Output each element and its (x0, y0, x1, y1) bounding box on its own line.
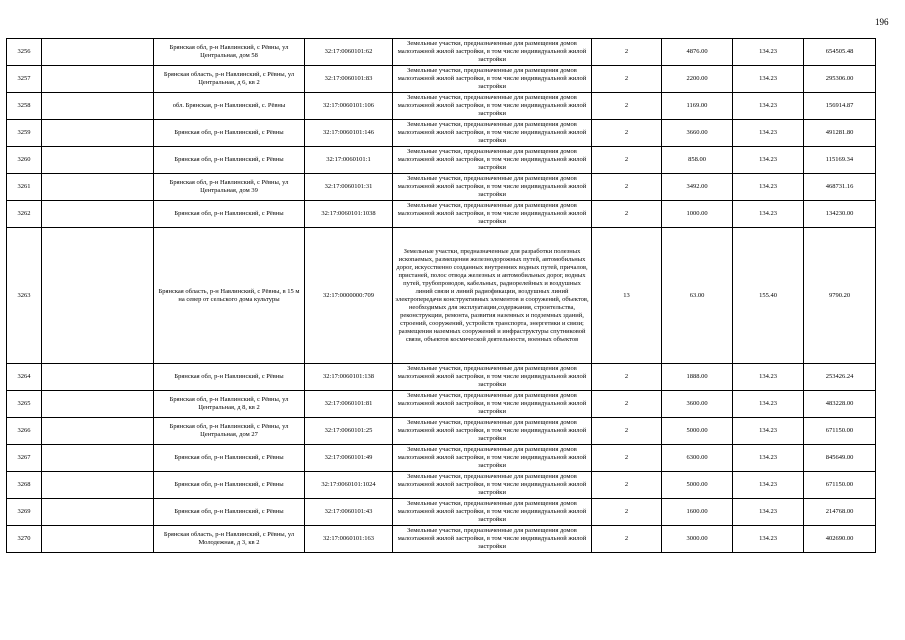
table-row (7, 445, 876, 472)
blank-cell (42, 174, 154, 201)
area-cell: 1000.00 (662, 201, 733, 228)
usage-group-cell: 2 (592, 418, 662, 445)
specific-value-cell: 134.23 (733, 445, 804, 472)
cadastral-number-cell: 32:17:0000000:709 (305, 228, 393, 364)
address-cell: Брянская обл, р-н Навлинский, с Рёвны (154, 201, 305, 228)
cadastral-value-cell: 115169.34 (804, 147, 876, 174)
area-cell: 858.00 (662, 147, 733, 174)
land-use-cell: Земельные участки, предназначенные для размещения домов малоэтажной жилой застройки, в том числе индивидуальной жилой застройки (393, 526, 592, 553)
cadastral-value-cell: 483228.00 (804, 391, 876, 418)
cadastral-value-cell: 156914.87 (804, 93, 876, 120)
usage-group-cell: 2 (592, 391, 662, 418)
usage-group-cell: 2 (592, 120, 662, 147)
address-cell: Брянская обл, р-н Навлинский, с Рёвны, ул Центральная, дом 39 (154, 174, 305, 201)
blank-cell (42, 39, 154, 66)
blank-cell (42, 472, 154, 499)
cadastral-value-cell: 253426.24 (804, 364, 876, 391)
area-cell: 1888.00 (662, 364, 733, 391)
address-cell: Брянская область, р-н Навлинский, с Рёвны, ул Центральная, д 6, кв 2 (154, 66, 305, 93)
record-number-cell: 3267 (7, 445, 42, 472)
record-number-cell: 3261 (7, 174, 42, 201)
land-use-cell: Земельные участки, предназначенные для размещения домов малоэтажной жилой застройки, в том числе индивидуальной жилой застройки (393, 66, 592, 93)
cadastral-value-cell: 134230.00 (804, 201, 876, 228)
table-row (7, 39, 876, 66)
record-number-cell: 3264 (7, 364, 42, 391)
usage-group-cell: 2 (592, 445, 662, 472)
usage-group-cell: 2 (592, 39, 662, 66)
table-row (7, 120, 876, 147)
area-cell: 63.00 (662, 228, 733, 364)
area-cell: 3000.00 (662, 526, 733, 553)
blank-cell (42, 364, 154, 391)
record-number-cell: 3259 (7, 120, 42, 147)
area-cell: 6300.00 (662, 445, 733, 472)
record-number-cell: 3269 (7, 499, 42, 526)
record-number-cell: 3262 (7, 201, 42, 228)
blank-cell (42, 228, 154, 364)
usage-group-cell: 2 (592, 364, 662, 391)
blank-cell (42, 147, 154, 174)
table-row (7, 499, 876, 526)
area-cell: 2200.00 (662, 66, 733, 93)
specific-value-cell: 134.23 (733, 391, 804, 418)
cadastral-value-cell: 468731.16 (804, 174, 876, 201)
blank-cell (42, 418, 154, 445)
record-number-cell: 3256 (7, 39, 42, 66)
record-number-cell: 3263 (7, 228, 42, 364)
table-row (7, 66, 876, 93)
table-row (7, 93, 876, 120)
cadastral-number-cell: 32:17:0060101:106 (305, 93, 393, 120)
record-number-cell: 3265 (7, 391, 42, 418)
record-number-cell: 3257 (7, 66, 42, 93)
specific-value-cell: 134.23 (733, 39, 804, 66)
usage-group-cell: 2 (592, 499, 662, 526)
address-cell: Брянская обл, р-н Навлинский, с Рёвны (154, 120, 305, 147)
specific-value-cell: 134.23 (733, 66, 804, 93)
blank-cell (42, 201, 154, 228)
cadastral-value-cell: 654505.48 (804, 39, 876, 66)
specific-value-cell: 134.23 (733, 499, 804, 526)
record-number-cell: 3258 (7, 93, 42, 120)
specific-value-cell: 134.23 (733, 364, 804, 391)
address-cell: Брянская обл, р-н Навлинский, с Рёвны (154, 472, 305, 499)
address-cell: Брянская область, р-н Навлинский, с Рёвны, ул Молодежная, д 3, кв 2 (154, 526, 305, 553)
page-number: 196 (875, 17, 889, 27)
cadastral-value-cell: 214768.00 (804, 499, 876, 526)
cadastral-number-cell: 32:17:0060101:81 (305, 391, 393, 418)
area-cell: 5000.00 (662, 418, 733, 445)
blank-cell (42, 66, 154, 93)
specific-value-cell: 134.23 (733, 174, 804, 201)
land-use-cell: Земельные участки, предназначенные для размещения домов малоэтажной жилой застройки, в том числе индивидуальной жилой застройки (393, 39, 592, 66)
cadastral-number-cell: 32:17:0060101:1038 (305, 201, 393, 228)
land-use-cell: Земельные участки, предназначенные для размещения домов малоэтажной жилой застройки, в том числе индивидуальной жилой застройки (393, 174, 592, 201)
land-use-cell: Земельные участки, предназначенные для размещения домов малоэтажной жилой застройки, в том числе индивидуальной жилой застройки (393, 364, 592, 391)
cadastral-number-cell: 32:17:0060101:31 (305, 174, 393, 201)
registry-body (7, 39, 876, 553)
cadastral-value-cell: 491281.80 (804, 120, 876, 147)
area-cell: 3492.00 (662, 174, 733, 201)
address-cell: Брянская обл, р-н Навлинский, с Рёвны (154, 499, 305, 526)
land-use-cell: Земельные участки, предназначенные для размещения домов малоэтажной жилой застройки, в том числе индивидуальной жилой застройки (393, 472, 592, 499)
blank-cell (42, 445, 154, 472)
cadastral-value-cell: 402690.00 (804, 526, 876, 553)
cadastral-value-cell: 671150.00 (804, 418, 876, 445)
specific-value-cell: 134.23 (733, 201, 804, 228)
usage-group-cell: 2 (592, 174, 662, 201)
address-cell: Брянская обл, р-н Навлинский, с Рёвны, ул Центральная, д 8, кв 2 (154, 391, 305, 418)
area-cell: 3600.00 (662, 391, 733, 418)
table-row (7, 526, 876, 553)
address-cell: Брянская обл, р-н Навлинский, с Рёвны (154, 147, 305, 174)
cadastral-number-cell: 32:17:0060101:1024 (305, 472, 393, 499)
land-use-cell: Земельные участки, предназначенные для размещения домов малоэтажной жилой застройки, в том числе индивидуальной жилой застройки (393, 93, 592, 120)
blank-cell (42, 93, 154, 120)
cadastral-value-cell: 9790.20 (804, 228, 876, 364)
cadastral-number-cell: 32:17:0060101:83 (305, 66, 393, 93)
area-cell: 3660.00 (662, 120, 733, 147)
cadastral-number-cell: 32:17:0060101:163 (305, 526, 393, 553)
blank-cell (42, 391, 154, 418)
land-use-cell: Земельные участки, предназначенные для размещения домов малоэтажной жилой застройки, в том числе индивидуальной жилой застройки (393, 201, 592, 228)
table-row (7, 364, 876, 391)
table-row (7, 472, 876, 499)
area-cell: 5000.00 (662, 472, 733, 499)
specific-value-cell: 155.40 (733, 228, 804, 364)
table-row (7, 418, 876, 445)
area-cell: 4876.00 (662, 39, 733, 66)
land-use-cell: Земельные участки, предназначенные для размещения домов малоэтажной жилой застройки, в том числе индивидуальной жилой застройки (393, 499, 592, 526)
cadastral-value-cell: 295306.00 (804, 66, 876, 93)
land-use-cell: Земельные участки, предназначенные для разработки полезных ископаемых, размещения железнодорожных путей, автомобильных дорог, искусственно созданных внутренних водных путей, причалов, пристаней, полос отвода железных и автомобильных дорог, водных путей, трубопроводов, кабельных, радиорелейных и воздушных линий связи и линий радиофикации, воздушных линий электропередачи конструктивных элементов и сооружений, объектов, необходимых для эксплуатации,содержания, строительства, реконструкции, ремонта, развития наземных и подземных зданий, строений, сооружений, устройств транспорта, энергетики и связи; размещения наземных сооружений и инфраструктуры спутниковой связи, объектов космической деятельности, военных объектов (393, 228, 592, 364)
land-use-cell: Земельные участки, предназначенные для размещения домов малоэтажной жилой застройки, в том числе индивидуальной жилой застройки (393, 418, 592, 445)
usage-group-cell: 13 (592, 228, 662, 364)
cadastral-number-cell: 32:17:0060101:1 (305, 147, 393, 174)
record-number-cell: 3270 (7, 526, 42, 553)
address-cell: Брянская обл, р-н Навлинский, с Рёвны, ул Центральная, дом 58 (154, 39, 305, 66)
usage-group-cell: 2 (592, 472, 662, 499)
table-row (7, 391, 876, 418)
record-number-cell: 3266 (7, 418, 42, 445)
cadastral-value-cell: 845649.00 (804, 445, 876, 472)
area-cell: 1600.00 (662, 499, 733, 526)
specific-value-cell: 134.23 (733, 418, 804, 445)
blank-cell (42, 120, 154, 147)
table-row (7, 147, 876, 174)
land-use-cell: Земельные участки, предназначенные для размещения домов малоэтажной жилой застройки, в том числе индивидуальной жилой застройки (393, 120, 592, 147)
usage-group-cell: 2 (592, 93, 662, 120)
area-cell: 1169.00 (662, 93, 733, 120)
specific-value-cell: 134.23 (733, 526, 804, 553)
cadastral-number-cell: 32:17:0060101:25 (305, 418, 393, 445)
cadastral-number-cell: 32:17:0060101:43 (305, 499, 393, 526)
land-use-cell: Земельные участки, предназначенные для размещения домов малоэтажной жилой застройки, в том числе индивидуальной жилой застройки (393, 147, 592, 174)
address-cell: Брянская область, р-н Навлинский, с Рёвны, в 15 м на север от сельского дома культуры (154, 228, 305, 364)
record-number-cell: 3268 (7, 472, 42, 499)
land-registry-table (6, 38, 876, 553)
table-row (7, 201, 876, 228)
specific-value-cell: 134.23 (733, 120, 804, 147)
cadastral-number-cell: 32:17:0060101:146 (305, 120, 393, 147)
specific-value-cell: 134.23 (733, 472, 804, 499)
blank-cell (42, 499, 154, 526)
specific-value-cell: 134.23 (733, 147, 804, 174)
cadastral-number-cell: 32:17:0060101:138 (305, 364, 393, 391)
usage-group-cell: 2 (592, 526, 662, 553)
address-cell: Брянская обл, р-н Навлинский, с Рёвны (154, 445, 305, 472)
cadastral-number-cell: 32:17:0060101:62 (305, 39, 393, 66)
cadastral-number-cell: 32:17:0060101:49 (305, 445, 393, 472)
address-cell: обл. Брянская, р-н Навлинский, с. Рёвны (154, 93, 305, 120)
usage-group-cell: 2 (592, 201, 662, 228)
specific-value-cell: 134.23 (733, 93, 804, 120)
land-use-cell: Земельные участки, предназначенные для размещения домов малоэтажной жилой застройки, в том числе индивидуальной жилой застройки (393, 445, 592, 472)
table-row (7, 228, 876, 364)
cadastral-value-cell: 671150.00 (804, 472, 876, 499)
land-use-cell: Земельные участки, предназначенные для размещения домов малоэтажной жилой застройки, в том числе индивидуальной жилой застройки (393, 391, 592, 418)
usage-group-cell: 2 (592, 66, 662, 93)
blank-cell (42, 526, 154, 553)
address-cell: Брянская обл, р-н Навлинский, с Рёвны (154, 364, 305, 391)
table-row (7, 174, 876, 201)
usage-group-cell: 2 (592, 147, 662, 174)
address-cell: Брянская обл, р-н Навлинский, с Рёвны, ул Центральная, дом 27 (154, 418, 305, 445)
record-number-cell: 3260 (7, 147, 42, 174)
